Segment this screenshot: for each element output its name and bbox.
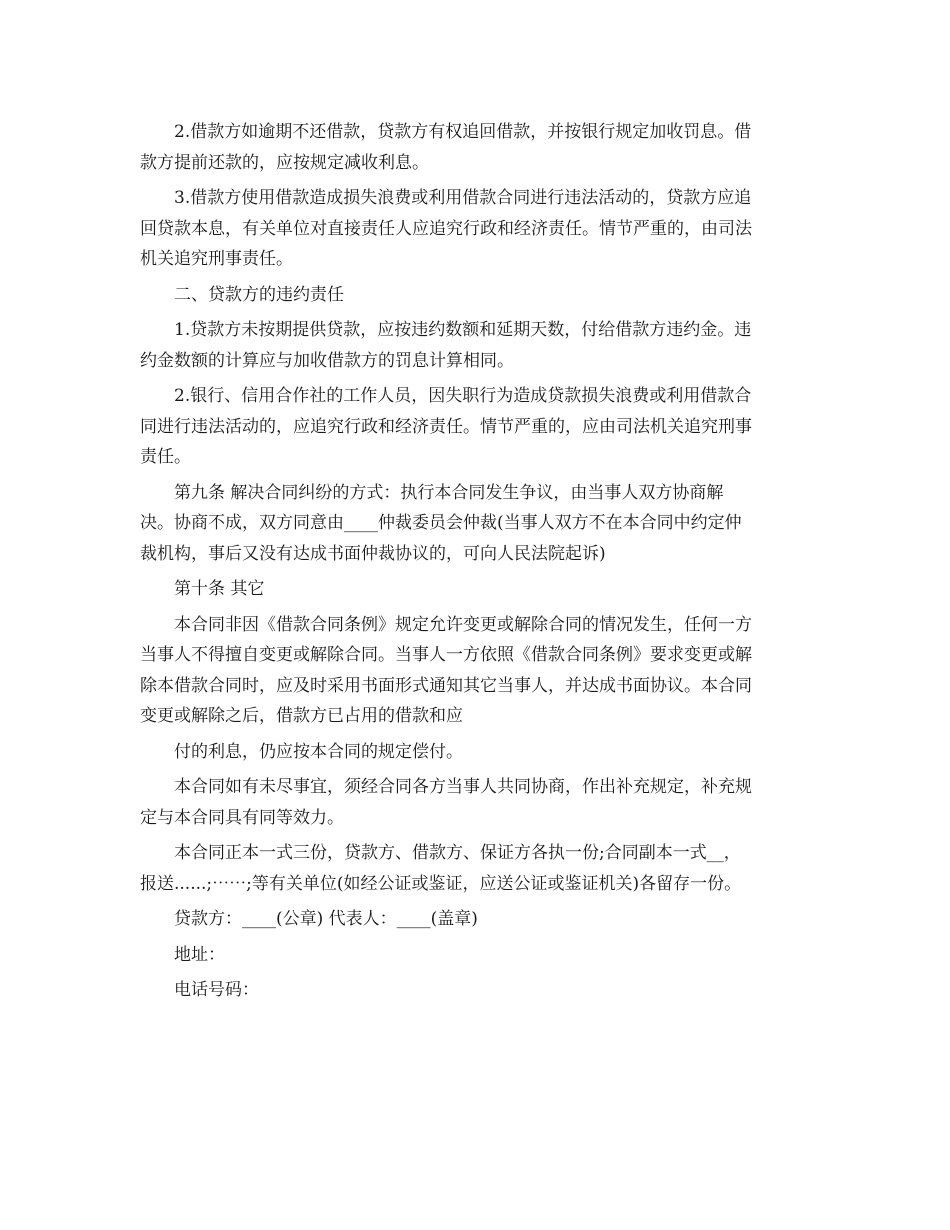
text-line: 2.借款方如逾期不还借款，贷款方有权追回借款，并按银行规定加收罚息。借 xyxy=(174,122,752,142)
text-line: 本合同非因《借款合同条例》规定允许变更或解除合同的情况发生，任何一方 xyxy=(174,614,752,635)
text-line: 定与本合同具有同等效力。 xyxy=(140,807,344,828)
document-body xyxy=(140,117,810,1011)
paragraph-penalty-misuse xyxy=(140,183,810,275)
text-line: 电话号码： xyxy=(174,980,259,1000)
text-line: 本合同正本一式三份，贷款方、借款方、保证方各执一份;合同副本一式__， xyxy=(174,843,741,863)
paragraph-contract-change xyxy=(140,610,810,732)
text-line: 款方提前还款的，应按规定减收利息。 xyxy=(140,152,429,173)
text-line: 地址： xyxy=(174,944,225,965)
text-line: 回贷款本息，有关单位对直接责任人应追究行政和经济责任。情节严重的，由司法 xyxy=(140,218,752,239)
text-line: 裁机构，事后又没有达成书面仲裁协议的，可向人民法院起诉) xyxy=(140,543,606,564)
paragraph-supplementary xyxy=(140,772,810,833)
text-line: 第十条 其它 xyxy=(174,579,265,599)
text-line: 变更或解除之后，借款方已占用的借款和应 xyxy=(140,706,463,726)
article-ten-heading xyxy=(140,574,810,605)
text-line: 决。协商不成，双方同意由____仲裁委员会仲裁(当事人双方不在本合同中约定仲 xyxy=(140,513,742,533)
text-line: 2.银行、信用合作社的工作人员，因失职行为造成贷款损失浪费或利用借款合 xyxy=(174,386,752,406)
text-line: 3.借款方使用借款造成损失浪费或利用借款合同进行违法活动的，贷款方应追 xyxy=(174,188,752,208)
paragraph-interest-payment xyxy=(140,737,810,768)
paragraph-copies xyxy=(140,838,810,899)
text-line: 除本借款合同时，应及时采用书面形式通知其它当事人，并达成书面协议。本合同 xyxy=(140,675,752,696)
field-address xyxy=(140,940,810,971)
paragraph-lender-late-loan xyxy=(140,315,810,376)
text-line: 付的利息，仍应按本合同的规定偿付。 xyxy=(174,741,463,762)
text-line: 当事人不得擅自变更或解除合同。当事人一方依照《借款合同条例》要求变更或解 xyxy=(140,645,752,665)
text-line: 机关追究刑事责任。 xyxy=(140,249,293,269)
signature-lender xyxy=(140,904,810,935)
text-line: 第九条 解决合同纠纷的方式：执行本合同发生争议，由当事人双方协商解 xyxy=(174,482,724,503)
text-line: 二、贷款方的违约责任 xyxy=(174,284,344,305)
text-line: 贷款方：____(公章) 代表人：____(盖章) xyxy=(174,909,478,929)
article-nine-dispute xyxy=(140,478,810,570)
text-line: 报送......;⋯⋯;等有关单位(如经公证或鉴证，应送公证或鉴证机关)各留存一份。 xyxy=(140,873,742,894)
paragraph-penalty-overdue xyxy=(140,117,810,178)
text-line: 本合同如有未尽事宜，须经合同各方当事人共同协商，作出补充规定，补充规 xyxy=(174,777,752,797)
text-line: 约金数额的计算应与加收借款方的罚息计算相同。 xyxy=(140,350,514,371)
text-line: 责任。 xyxy=(140,447,191,467)
field-phone xyxy=(140,975,810,1006)
text-line: 同进行违法活动的，应追究行政和经济责任。情节严重的，应由司法机关追究刑事 xyxy=(140,416,752,437)
section-heading-lender-liability xyxy=(140,280,810,311)
paragraph-staff-liability xyxy=(140,381,810,473)
text-line: 1.贷款方未按期提供贷款，应按违约数额和延期天数，付给借款方违约金。违 xyxy=(174,320,752,340)
